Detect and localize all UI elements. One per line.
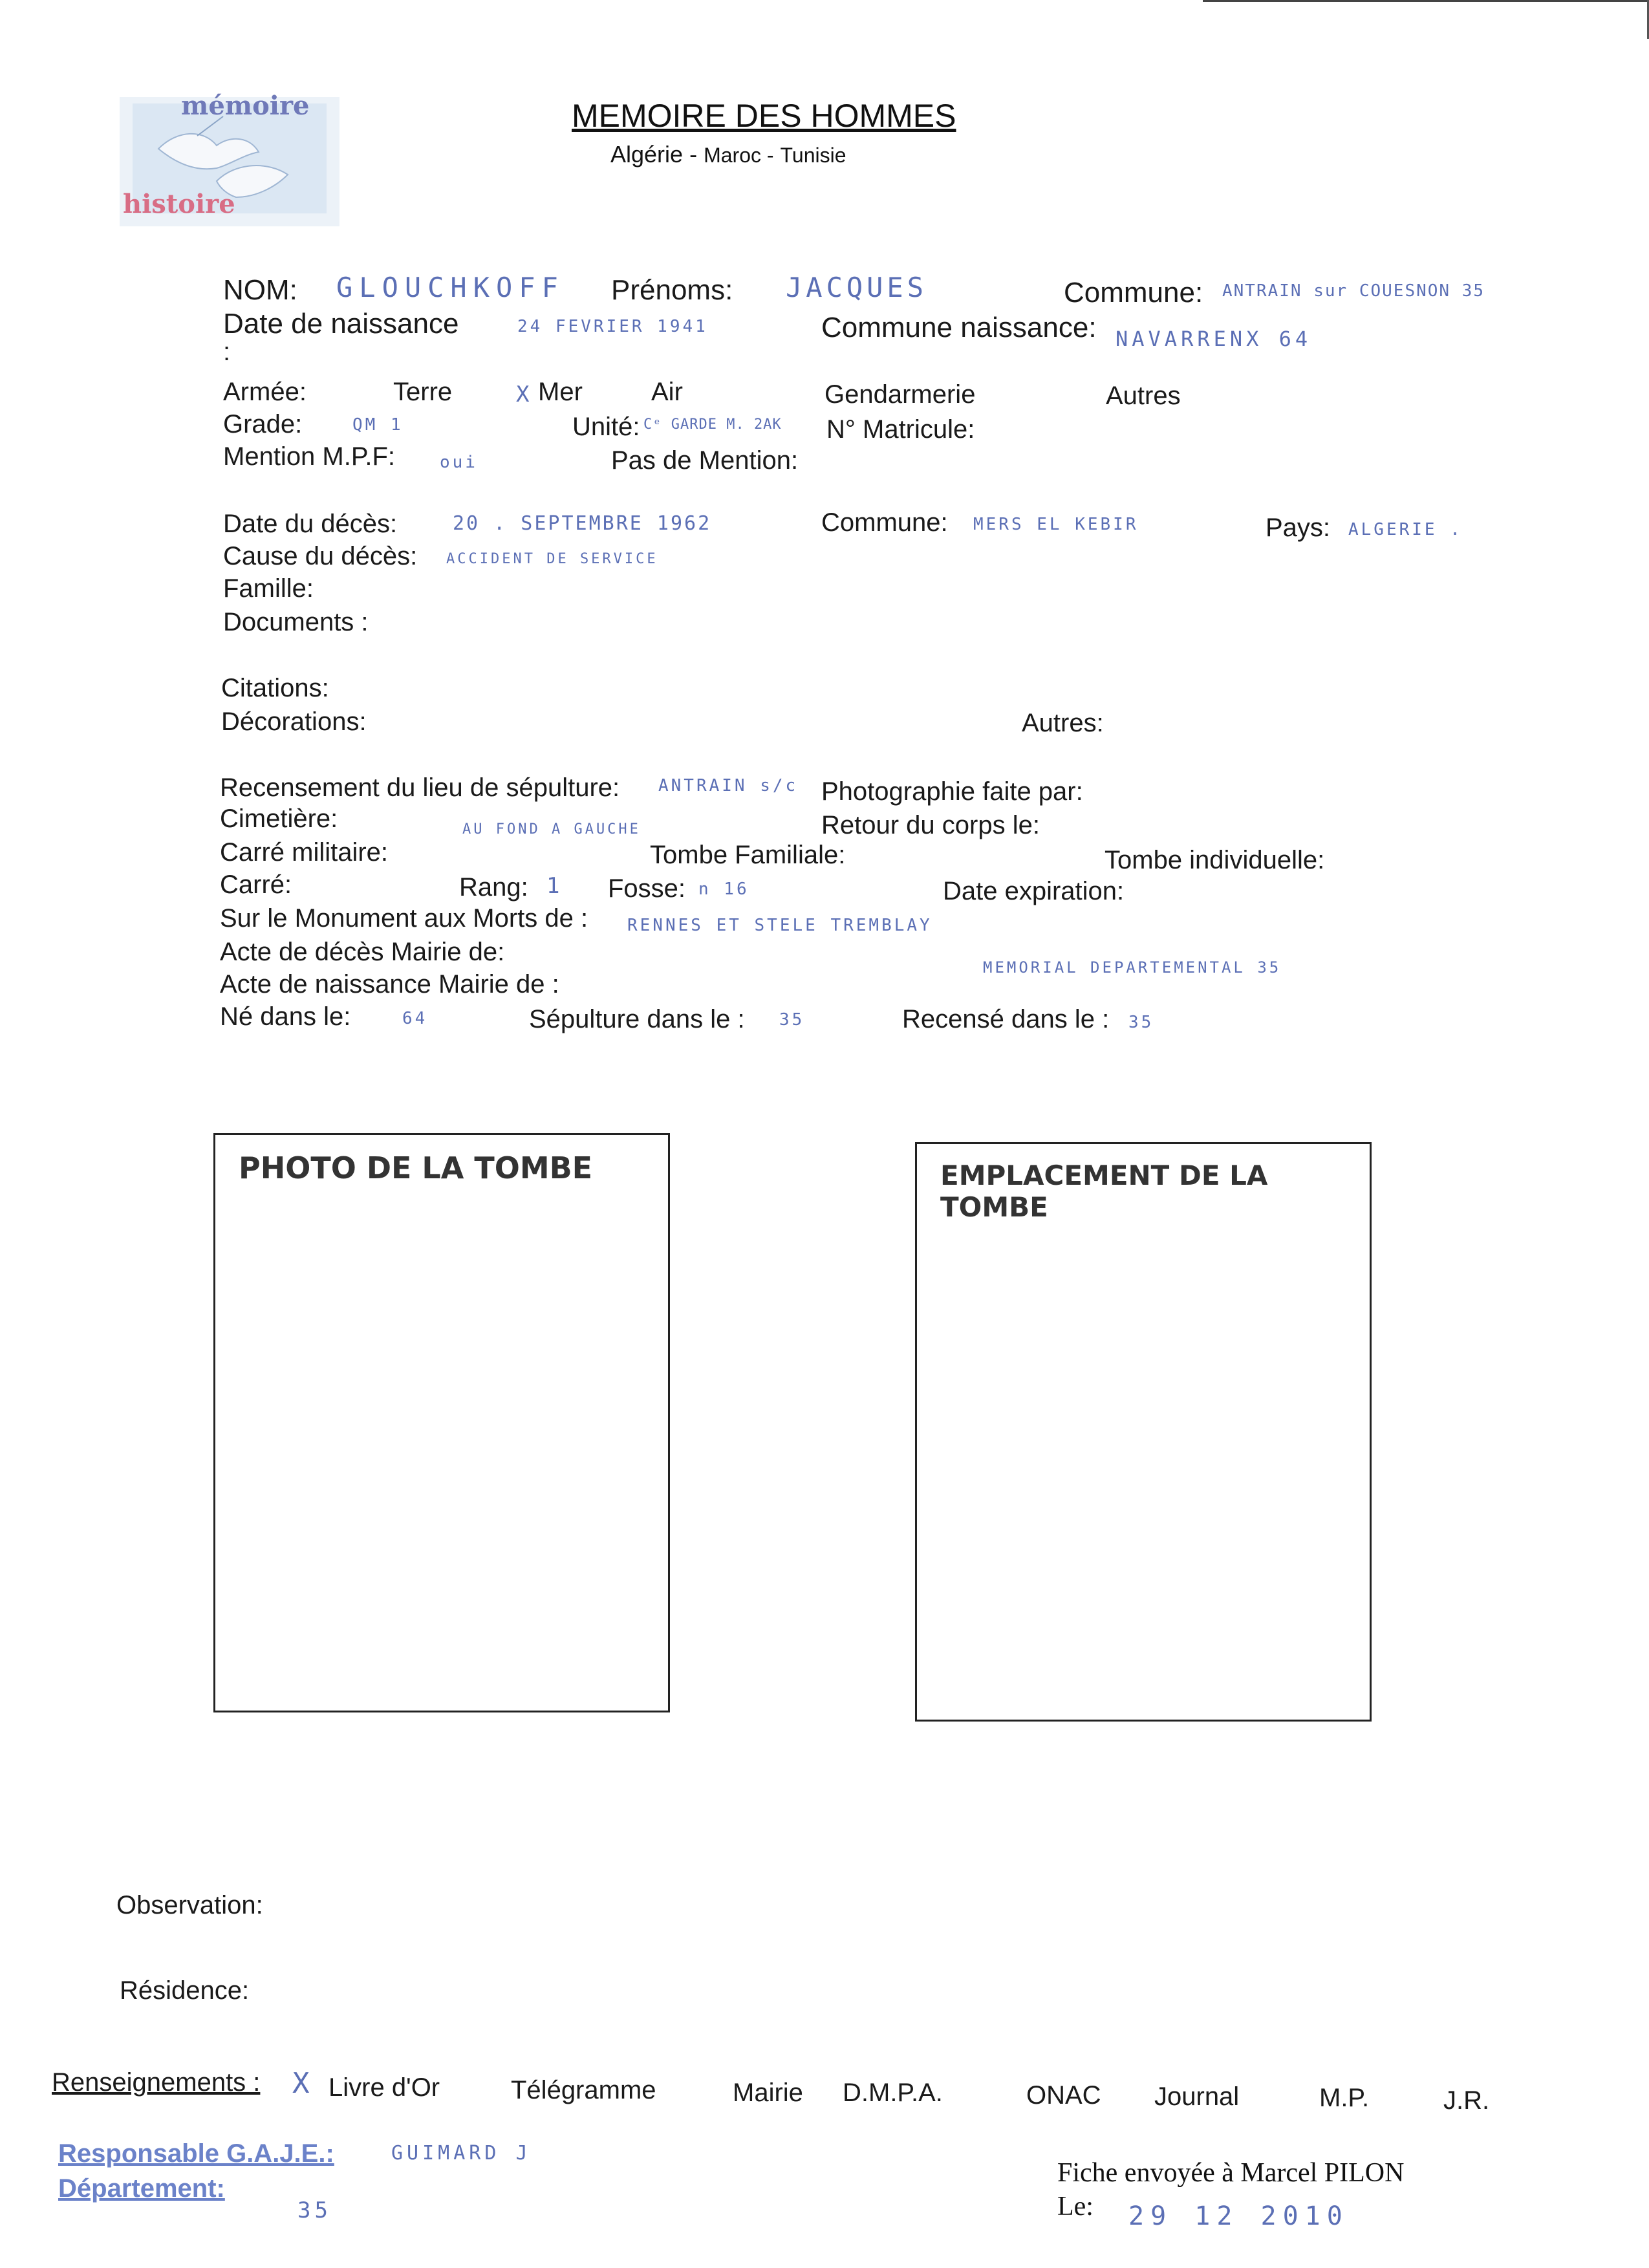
- telegramme: Télégramme: [511, 2076, 656, 2104]
- scan-border-line: [1203, 0, 1649, 2]
- cause-deces-value: ACCIDENT DE SERVICE: [446, 551, 658, 567]
- ne-dans-value: 64: [402, 1009, 428, 1028]
- fosse-label: Fosse:: [608, 874, 686, 903]
- departement-value: 35: [297, 2198, 332, 2223]
- fosse-value: n 16: [698, 880, 749, 899]
- matricule-label: N° Matricule:: [826, 415, 975, 444]
- le-label: Le:: [1057, 2192, 1094, 2221]
- renseignements-label: Renseignements :: [52, 2068, 261, 2097]
- livre-dor-checkmark: X: [292, 2067, 314, 2100]
- tombe-familiale-label: Tombe Familiale:: [650, 841, 846, 869]
- photographie-label: Photographie faite par:: [821, 777, 1083, 806]
- commune-label: Commune:: [1064, 277, 1203, 308]
- departement-label: Département:: [58, 2174, 225, 2203]
- pays-label: Pays:: [1266, 513, 1331, 542]
- jr: J.R.: [1443, 2086, 1490, 2115]
- photo-tombe-title: PHOTO DE LA TOMBE: [239, 1150, 593, 1185]
- acte-deces-label: Acte de décès Mairie de:: [220, 938, 505, 966]
- autres-label: Autres:: [1022, 709, 1104, 737]
- cimetiere-value: AU FOND A GAUCHE: [462, 821, 641, 837]
- rang-label: Rang:: [459, 873, 528, 902]
- dmpa: D.M.P.A.: [843, 2079, 943, 2107]
- monument-value: RENNES ET STELE TREMBLAY: [627, 916, 932, 935]
- grade-label: Grade:: [223, 410, 303, 438]
- date-deces-value: 20 . SEPTEMBRE 1962: [453, 512, 712, 535]
- naissance-colon: :: [223, 338, 231, 366]
- fiche-envoyee-label: Fiche envoyée à Marcel PILON: [1057, 2158, 1405, 2188]
- grade-value: QM 1: [352, 415, 404, 435]
- commune-value: ANTRAIN sur COUESNON 35: [1222, 281, 1485, 301]
- decorations-label: Décorations:: [221, 707, 367, 736]
- mairie: Mairie: [733, 2079, 803, 2107]
- documents-label: Documents :: [223, 608, 369, 636]
- prenoms-label: Prénoms:: [611, 274, 733, 306]
- commune-naissance-label: Commune naissance:: [821, 312, 1097, 343]
- retour-corps-label: Retour du corps le:: [821, 811, 1040, 839]
- tombe-individuelle-label: Tombe individuelle:: [1105, 846, 1325, 874]
- recense-dans-value: 35: [1128, 1013, 1154, 1032]
- unite-value: Cᵉ GARDE M. 2AK: [643, 416, 782, 433]
- acte-naissance-label: Acte de naissance Mairie de :: [220, 970, 559, 999]
- cause-deces-label: Cause du décès:: [223, 542, 418, 570]
- pas-mention-label: Pas de Mention:: [611, 446, 799, 475]
- commune-deces-value: MERS EL KEBIR: [973, 515, 1139, 534]
- recensement-label: Recensement du lieu de sépulture:: [220, 773, 620, 802]
- carre-militaire-label: Carré militaire:: [220, 838, 389, 867]
- ne-dans-label: Né dans le:: [220, 1002, 351, 1031]
- armee-air: Air: [651, 378, 683, 406]
- mention-value: oui: [440, 453, 478, 472]
- naissance-label: Date de naissance: [223, 308, 459, 340]
- subtitle-tunisie: Tunisie: [780, 144, 846, 167]
- logo-text-top: mémoire: [181, 91, 310, 121]
- armee-label: Armée:: [223, 378, 307, 406]
- armee-autres: Autres: [1106, 382, 1181, 410]
- armee-gendarmerie: Gendarmerie: [824, 380, 976, 409]
- journal: Journal: [1154, 2082, 1240, 2111]
- subtitle-maroc: Maroc -: [704, 144, 774, 167]
- sepulture-dans-label: Sépulture dans le :: [529, 1005, 745, 1033]
- citations-label: Citations:: [221, 674, 329, 702]
- onac: ONAC: [1026, 2081, 1101, 2110]
- monument-label: Sur le Monument aux Morts de :: [220, 904, 588, 933]
- unite-label: Unité:: [572, 413, 640, 441]
- famille-label: Famille:: [223, 574, 314, 603]
- date-deces-label: Date du décès:: [223, 510, 398, 538]
- prenoms-value: JACQUES: [786, 272, 928, 303]
- livre-dor: Livre d'Or: [329, 2073, 440, 2102]
- armee-terre: Terre: [393, 378, 453, 406]
- memorial-value: MEMORIAL DEPARTEMENTAL 35: [983, 958, 1282, 977]
- emplacement-tombe-title: EMPLACEMENT DE LA TOMBE: [940, 1160, 1268, 1223]
- nom-value: GLOUCHKOFF: [336, 272, 565, 303]
- logo-text-bottom: histoire: [123, 189, 235, 219]
- memoire-histoire-logo: [120, 91, 339, 226]
- commune-deces-label: Commune:: [821, 508, 948, 537]
- naissance-value: 24 FEVRIER 1941: [517, 317, 708, 336]
- le-value: 29 12 2010: [1128, 2201, 1349, 2231]
- recensement-value: ANTRAIN s/c: [658, 776, 799, 795]
- date-expiration-label: Date expiration:: [943, 877, 1125, 905]
- page-title: MEMOIRE DES HOMMES: [572, 98, 956, 134]
- mention-label: Mention M.P.F:: [223, 442, 396, 471]
- residence-label: Résidence:: [120, 1976, 250, 2005]
- photo-tombe-box: [213, 1133, 670, 1712]
- pays-value: ALGERIE .: [1348, 520, 1463, 539]
- page-subtitle: [610, 141, 846, 168]
- carre-label: Carré:: [220, 870, 292, 899]
- armee-mer-checkmark: X: [516, 382, 534, 407]
- mp: M.P.: [1319, 2084, 1370, 2112]
- recense-dans-label: Recensé dans le :: [902, 1005, 1110, 1033]
- emplacement-tombe-box: [915, 1142, 1372, 1722]
- nom-label: NOM:: [223, 274, 297, 306]
- rang-value: 1: [546, 873, 564, 899]
- subtitle-algerie: Algérie -: [610, 141, 698, 167]
- observation-label: Observation:: [116, 1891, 263, 1919]
- responsable-label: Responsable G.A.J.E.:: [58, 2139, 334, 2168]
- responsable-value: GUIMARD J: [391, 2142, 532, 2165]
- commune-naissance-value: NAVARRENX 64: [1116, 327, 1312, 351]
- cimetiere-label: Cimetière:: [220, 805, 338, 833]
- armee-mer: Mer: [538, 378, 583, 406]
- sepulture-dans-value: 35: [779, 1010, 805, 1030]
